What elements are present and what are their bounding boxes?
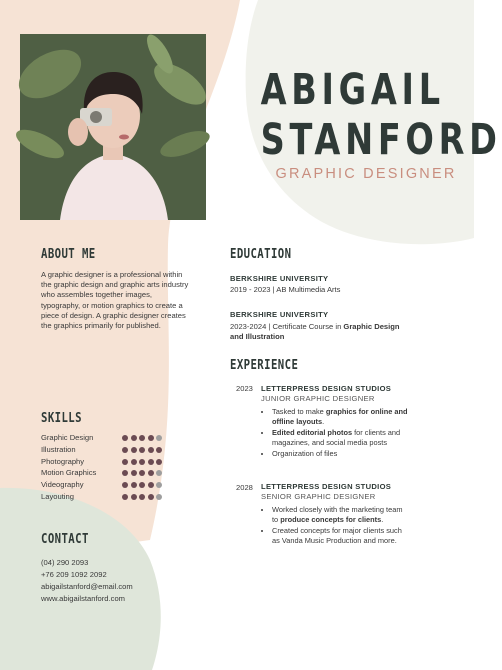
skill-dot-filled <box>131 435 137 441</box>
contact-phone-1: (04) 290 2093 <box>41 558 89 567</box>
profile-photo <box>20 34 206 220</box>
education-detail-1: 2019 - 2023 | AB Multimedia Arts <box>230 285 341 294</box>
education-school-1: BERKSHIRE UNIVERSITY <box>230 274 329 283</box>
skill-dot-filled <box>148 459 154 465</box>
education-detail-2 <box>230 322 400 332</box>
skill-dot-filled <box>131 470 137 476</box>
skill-label: Videography <box>41 480 84 489</box>
skill-dot-filled <box>131 482 137 488</box>
contact-phone-2: +76 209 1092 2092 <box>41 570 107 579</box>
job-company-2: LETTERPRESS DESIGN STUDIOS <box>261 482 392 491</box>
job-year-2: 2028 <box>236 483 253 492</box>
skill-dot-filled <box>122 482 128 488</box>
education-school-2: BERKSHIRE UNIVERSITY <box>230 310 329 319</box>
contact-website[interactable]: www.abigailstanford.com <box>41 594 125 603</box>
contact-heading: CONTACT <box>41 532 89 547</box>
skill-dot-filled <box>122 459 128 465</box>
skill-dot-filled <box>122 435 128 441</box>
job-title: GRAPHIC DESIGNER <box>275 166 457 182</box>
education-detail-2-prefix: 2023-2024 | Certificate Course in <box>230 322 344 331</box>
skill-dot-filled <box>131 494 137 500</box>
job-company-1: LETTERPRESS DESIGN STUDIOS <box>261 384 392 393</box>
job-title-1: JUNIOR GRAPHIC DESIGNER <box>261 394 375 403</box>
skill-dot-filled <box>122 470 128 476</box>
skill-dot-filled <box>148 494 154 500</box>
job-2-bullet: • Worked closely with the marketing team to produce concepts for clients. <box>272 505 438 525</box>
job-title-2: SENIOR GRAPHIC DESIGNER <box>261 492 376 501</box>
job-1-bullet: • Tasked to make graphics for online and offline layouts. <box>272 407 438 427</box>
skill-dot-filled <box>122 494 128 500</box>
skill-dot-filled <box>131 459 137 465</box>
skill-dot-filled <box>148 435 154 441</box>
education-detail-2-line2: and Illustration <box>230 332 285 341</box>
last-name: STANFORD <box>260 115 502 165</box>
skill-label: Layouting <box>41 492 74 501</box>
portrait-illustration <box>20 34 206 220</box>
skill-label: Photography <box>41 457 85 466</box>
job-bullets-1 <box>260 407 438 460</box>
job-1-bullet: • Organization of files <box>272 449 438 459</box>
skill-label: Motion Graphics <box>41 468 97 477</box>
skill-label: Illustration <box>41 445 76 454</box>
skill-dot-filled <box>148 482 154 488</box>
job-1-bullet: • Edited editorial photos for clients and magazines, and social media posts <box>272 428 438 448</box>
skill-dot-filled <box>148 447 154 453</box>
about-text: A graphic designer is a professional within the graphic design and graphic arts industry who assembles together images, typography, or motion graphics to create a piece of design. A graphic designer creates the graphics primarily for published. <box>41 270 189 331</box>
job-2-bullet: • Created concepts for major clients such as Vanda Music Production and more. <box>272 526 438 546</box>
education-detail-2-bold: Graphic Design <box>343 322 400 331</box>
job-year-1: 2023 <box>236 384 253 393</box>
about-heading: ABOUT ME <box>41 247 96 262</box>
job-bullets-2 <box>260 505 438 547</box>
contact-email[interactable]: abigailstanford@email.com <box>41 582 133 591</box>
experience-heading: EXPERIENCE <box>230 358 299 373</box>
skill-dot-filled <box>131 447 137 453</box>
skill-label: Graphic Design <box>41 433 94 442</box>
education-heading: EDUCATION <box>230 247 292 262</box>
skill-dot-filled <box>148 470 154 476</box>
first-name: ABIGAIL <box>260 65 445 115</box>
skill-dot-filled <box>122 447 128 453</box>
skills-heading: SKILLS <box>41 411 82 426</box>
